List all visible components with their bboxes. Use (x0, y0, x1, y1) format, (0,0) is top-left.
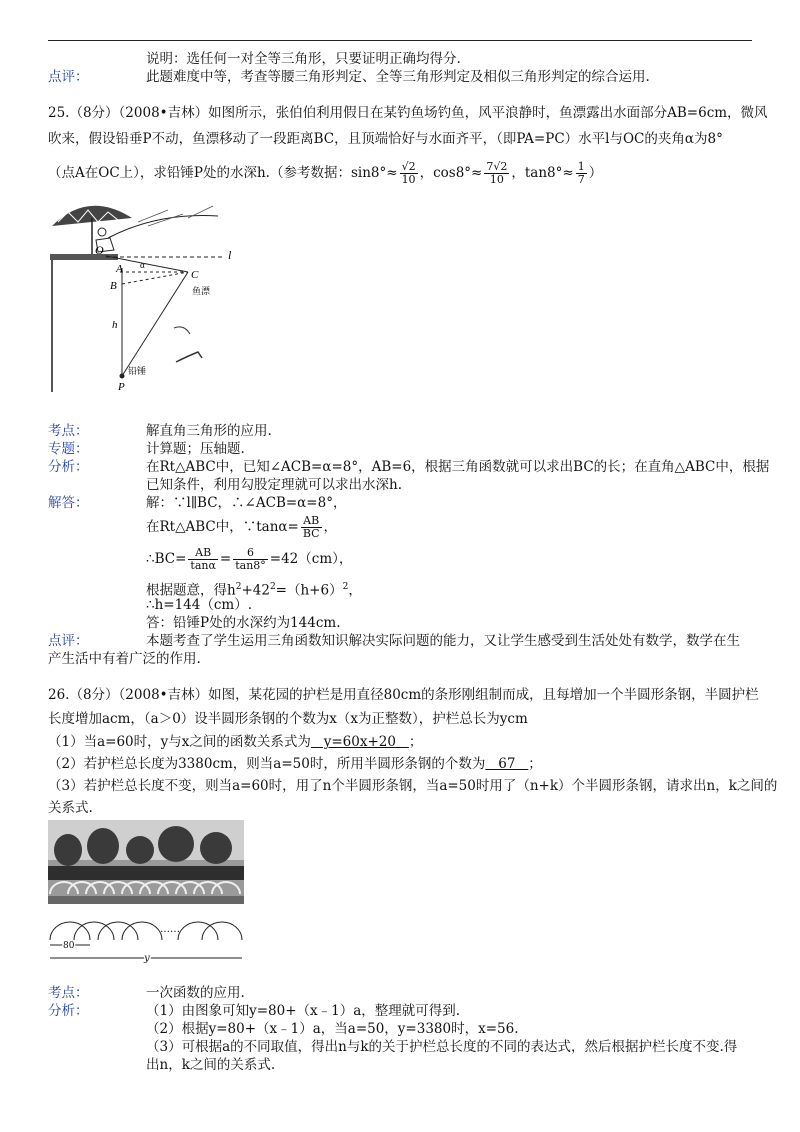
wind-lines (138, 206, 213, 226)
dim-label-80: 80 (63, 941, 75, 951)
sin-fraction: $\frac{√2}{10}$ (401, 160, 416, 186)
bc-fraction-1: $\frac{AB}{\tan\alpha}$ (190, 546, 216, 572)
q25-sol3: ∴BC= $\frac{AB}{\tan\alpha}$ = $\frac{6}{\tan 8^\circ}$ =42（cm）， (146, 546, 353, 572)
q25-kaodian: 解直角三角形的应用. (146, 423, 272, 439)
q26-line1: 26.（8分）（2008•吉林）如图，某花园的护栏是用直径80cm的条形刚组制而成，且每增加一个半圆形条钢，半圆护栏 (48, 687, 759, 703)
q25-fenxi-label: 分析： (48, 459, 89, 475)
q25-sol5: ∴h=144（cm）. (146, 597, 253, 613)
answer-2: 67 (485, 756, 529, 772)
q25-fenxi1: 在Rt△ABC中，已知∠ACB=α=8°，AB=6，根据三角函数就可以求出BC的长；在直角△ABC中，根据 (146, 459, 770, 475)
q25-line2: 吹来，假设铅垂P不动，鱼漂移动了一段距离BC，且顶端恰好与水面齐平，（即PA=PC）水平l与OC的夹角α为8° (48, 131, 723, 147)
q26-p3-2: 关系式. (48, 800, 93, 816)
q25-line3-text: （点A在OC上），求铅锤P处的水深h.（参考数据：sin8°≈ (48, 165, 398, 181)
q26-kaodian: 一次函数的应用. (146, 985, 245, 1001)
q26-kaodian-label: 考点： (48, 985, 89, 1001)
q25-sol6: 答：铅锤P处的水深约为144cm. (146, 615, 341, 631)
fisherman-head (98, 228, 106, 236)
label-sinker: 铅锤 (128, 367, 147, 377)
label-p: P (118, 381, 125, 393)
q25-dianping-label: 点评： (48, 633, 89, 649)
fishing-figure (48, 192, 268, 407)
q26-fenxi4: 出n，k之间的关系式. (146, 1057, 276, 1073)
q26-fenxi3: （3）可根据a的不同取值，得出n与k的关于护栏总长度的不同的表达式，然后根据护栏长度不变.得 (146, 1039, 738, 1055)
photo-hedge (48, 866, 244, 880)
label-a: A (116, 263, 123, 275)
label-float: 鱼漂 (192, 287, 211, 297)
q25-dianping2: 产生活中有着广泛的作用. (48, 651, 201, 667)
answer-1: y=60x+20 (310, 734, 409, 750)
q25-sol1: 解：∵l∥BC，∴∠ACB=α=8°， (146, 495, 347, 511)
diagram-arches (50, 922, 242, 940)
q25-sol4: 根据题意，得$h^2+42^2=(h+6)^2$， (146, 582, 362, 599)
q26-fenxi-label: 分析： (48, 1003, 89, 1019)
q25-dianping1: 本题考查了学生运用三角函数知识解决实际问题的能力，又让学生感受到生活处处有数学，数学在生 (146, 633, 740, 649)
header-note: 说明：选任何一对全等三角形，只要证明正确均得分. (146, 51, 461, 67)
top-rule (48, 40, 752, 41)
q26-p2: （2）若护栏总长度为3380cm，则当a=50时，所用半圆形条钢的个数为 67 ； (48, 756, 542, 772)
prev-dianping-label: 点评： (48, 69, 89, 85)
fishing-rod (108, 215, 218, 238)
q26-p1: （1）当a=60时，y与x之间的函数关系式为 y=60x+20 ； (48, 734, 423, 750)
fish-decor-1 (174, 327, 190, 334)
q25-kaodian-label: 考点： (48, 423, 89, 439)
q26-fenxi1: （1）由图象可知y=80+（x﹣1）a，整理就可得到. (146, 1003, 461, 1019)
fish-decor-2 (176, 352, 202, 362)
q25-fenxi2: 已知条件，利用勾股定理就可以求出水深h. (146, 477, 402, 493)
q25-line1: 25.（8分）（2008•吉林）如图所示，张伯伯利用假日在某钓鱼场钓鱼，风平浪静时，鱼漂露出水面部分AB=6cm，微风 (48, 105, 768, 121)
diagram-dots: …… (160, 924, 180, 935)
line-bc (122, 272, 188, 284)
tan-fraction: $\frac{1}{7}$ (577, 160, 585, 186)
q26-line2: 长度增加acm，（a＞0）设半圆形条钢的个数为x（x为正整数），护栏总长为ycm (48, 711, 528, 727)
label-h: h (112, 319, 118, 331)
sinker-dot (120, 374, 125, 379)
q25-line3: （点A在OC上），求铅锤P处的水深h.（参考数据：sin8°≈ $\frac{√2}{10}$ ，cos8°≈ $\frac{7√2}{10}$ ，tan8°≈ $\frac{1}{7}$ ） (48, 160, 603, 186)
tan-alpha-fraction: $\frac{AB}{BC}$ (302, 514, 320, 540)
q25-jieda-label: 解答： (48, 495, 89, 511)
dim-label-y: y (144, 953, 150, 964)
cos-fraction: $\frac{7√2}{10}$ (486, 160, 508, 186)
q25-zhuanti-label: 专题： (48, 441, 89, 457)
label-o: O (95, 243, 104, 257)
photo-ground (48, 896, 244, 904)
prev-dianping-text: 此题难度中等，考查等腰三角形判定、全等三角形判定及相似三角形判定的综合运用. (146, 69, 650, 85)
q25-sol2: 在Rt△ABC中，∵tanα= $\frac{AB}{BC}$ ， (146, 514, 338, 540)
fence-photo (48, 820, 244, 904)
label-c: C (191, 269, 199, 281)
q25-zhuanti: 计算题；压轴题. (146, 441, 245, 457)
label-b: B (110, 280, 117, 292)
q26-fenxi2: （2）根据y=80+（x﹣1）a，当a=50，y=3380时，x=56. (146, 1021, 519, 1037)
fence-diagram (48, 912, 244, 968)
label-alpha: α (140, 260, 145, 270)
label-l: l (228, 248, 232, 262)
bc-fraction-2: $\frac{6}{\tan 8^\circ}$ (235, 546, 266, 572)
q26-p3-1: （3）若护栏总长度不变，则当a=60时，用了n个半圆形条钢，当a=50时用了（n+k）个半圆形条钢，请求出n，k之间的 (48, 778, 778, 794)
